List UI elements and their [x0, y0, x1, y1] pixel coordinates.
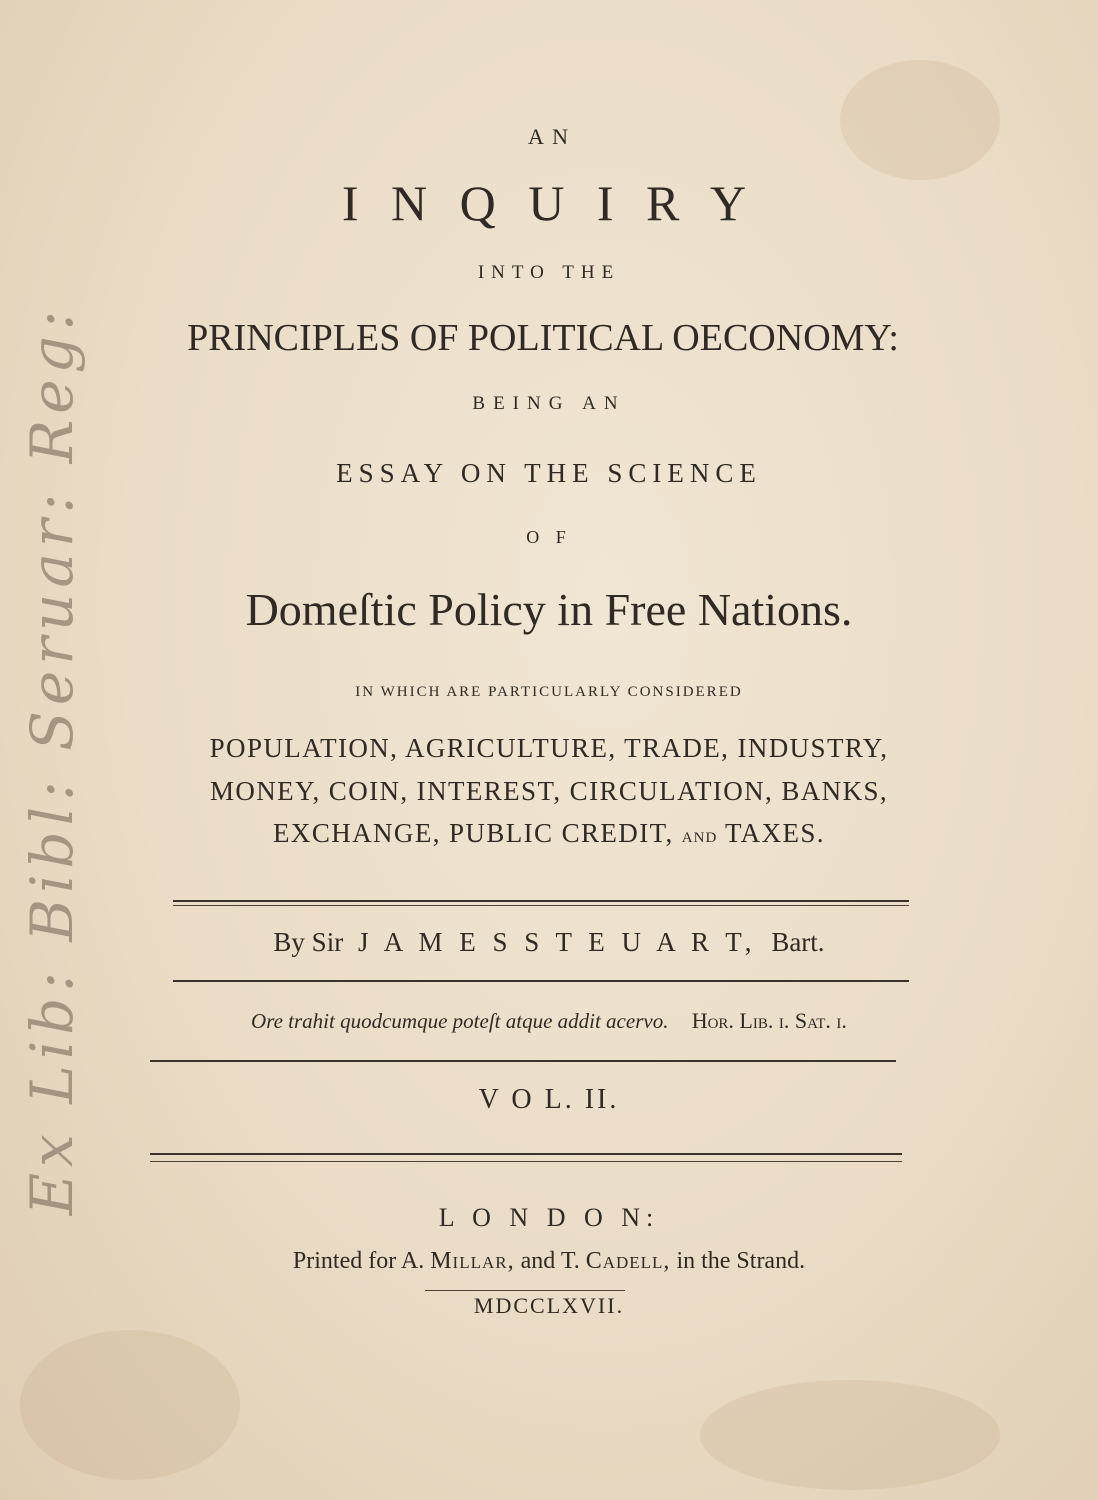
printer-part-b: and T. [520, 1248, 580, 1274]
paper-stain [20, 1330, 240, 1480]
topics-line-3a: EXCHANGE, PUBLIC CREDIT, [273, 818, 674, 848]
author-line [0, 927, 1098, 958]
title-domestic-policy: Domeſtic Policy in Free Nations. [245, 584, 853, 635]
motto-source: Hor. Lib. i. Sat. i. [691, 1008, 847, 1033]
rule-year [425, 1290, 625, 1291]
title-into-the: INTO THE [477, 262, 621, 283]
imprint-printer [0, 1248, 1098, 1275]
title-essay: ESSAY ON THE SCIENCE [336, 458, 762, 488]
motto-latin: Ore trahit quodcumque poteſt atque addit acervo. [251, 1009, 669, 1033]
rule-volume-bottom [150, 1161, 902, 1162]
printer-millar: Millar, [430, 1248, 515, 1274]
title-of: O F [526, 527, 572, 547]
imprint-year: MDCCLXVII. [473, 1293, 625, 1318]
handwritten-inscription: Ex Lib: Bibl: Seruar: Reg: [18, 304, 86, 1216]
topics-line-3b: AND [681, 830, 718, 846]
topics-line-3c: TAXES. [724, 818, 825, 848]
topics-line-1: POPULATION, AGRICULTURE, TRADE, INDUSTRY, [209, 733, 889, 763]
title-an: A N [527, 124, 571, 149]
rule-double-top [173, 900, 909, 902]
rule-double-bottom [173, 905, 909, 906]
paper-stain [840, 60, 1000, 180]
topics-line-3 [0, 818, 1098, 849]
imprint-place: L O N D O N: [438, 1203, 660, 1232]
printer-part-a: Printed for A. [292, 1248, 425, 1274]
rule-motto [150, 1060, 896, 1062]
author-by: By Sir [273, 927, 344, 957]
topics-line-2: MONEY, COIN, INTEREST, CIRCULATION, BANKS, [209, 776, 889, 806]
author-name: J A M E S S T E U A R T, [357, 927, 757, 957]
paper-stain [700, 1380, 1000, 1490]
subtitle-in-which: IN WHICH ARE PARTICULARLY CONSIDERED [355, 684, 743, 700]
rule-volume-top [150, 1153, 902, 1155]
motto-line [0, 1008, 1098, 1034]
title-being-an: BEING AN [472, 393, 626, 414]
rule-author [173, 980, 909, 982]
printer-part-c: in the Strand. [676, 1248, 806, 1274]
printer-cadell: Cadell, [585, 1248, 671, 1274]
volume-number: V O L. II. [478, 1084, 620, 1115]
author-title: Bart. [771, 927, 825, 957]
title-principles: PRINCIPLES OF POLITICAL OECONOMY: [187, 317, 899, 359]
title-inquiry: I N Q U I R Y [341, 175, 757, 231]
